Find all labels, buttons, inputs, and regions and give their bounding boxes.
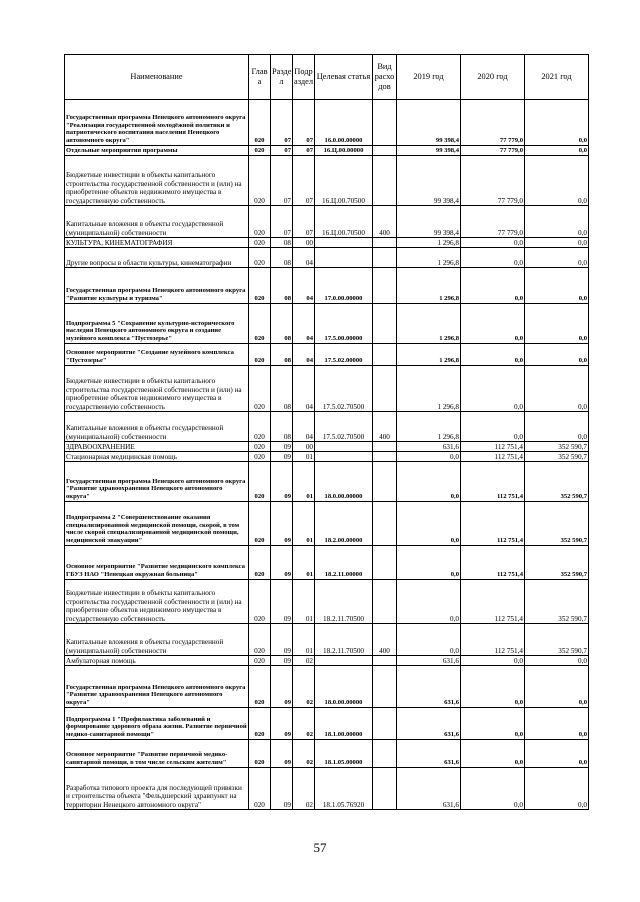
row-name-cell: Капитальные вложения в объекты государственной (муниципальной) собственности [65,412,249,442]
row-value-cell: 020 [249,344,271,366]
table-row [65,304,589,344]
row-value-cell: 631,6 [397,656,461,666]
row-value-cell: 07 [293,156,315,206]
row-value-cell [315,238,373,248]
row-value-cell: 77 779,0 [461,100,525,146]
row-value-cell [315,656,373,666]
table-header-row [65,55,589,100]
row-value-cell: 02 [293,666,315,708]
row-value-cell: 112 751,4 [461,462,525,502]
row-value-cell [373,100,397,146]
row-value-cell: 07 [293,146,315,156]
row-value-cell: 09 [271,768,293,810]
row-value-cell: 07 [271,100,293,146]
row-name-cell: ЗДРАВООХРАНЕНИЕ [65,442,249,452]
row-name-cell: Капитальные вложения в объекты государственной (муниципальной) собственности [65,206,249,238]
table-row [65,156,589,206]
row-value-cell: 04 [293,304,315,344]
row-value-cell [373,666,397,708]
row-value-cell: 020 [249,206,271,238]
row-value-cell: 02 [293,656,315,666]
row-value-cell: 020 [249,708,271,740]
row-value-cell: 1 296,8 [397,304,461,344]
table-row [65,768,589,810]
row-value-cell: 17.0.00.00000 [315,268,373,304]
row-value-cell [373,344,397,366]
row-value-cell [373,268,397,304]
row-value-cell: 18.0.00.00000 [315,462,373,502]
row-value-cell: 020 [249,580,271,624]
page-number: 57 [313,840,327,855]
row-value-cell: 0,0 [461,666,525,708]
row-value-cell [373,580,397,624]
row-name-cell: Основное мероприятие "Создание музейного комплекса "Пустозерье" [65,344,249,366]
row-value-cell: 0,0 [525,100,589,146]
row-value-cell [373,304,397,344]
row-value-cell: 112 751,4 [461,546,525,580]
table-row [65,344,589,366]
row-value-cell: 17.5.00.00000 [315,304,373,344]
row-value-cell: 0,0 [525,248,589,268]
row-value-cell: 0,0 [461,268,525,304]
row-value-cell: 0,0 [461,248,525,268]
row-value-cell: 020 [249,442,271,452]
row-value-cell: 0,0 [525,666,589,708]
row-value-cell: 352 590,7 [525,502,589,546]
row-value-cell: 18.1.00.00000 [315,708,373,740]
row-value-cell [373,156,397,206]
column-header: Глав а [249,55,271,100]
row-value-cell: 0,0 [397,546,461,580]
row-value-cell: 352 590,7 [525,442,589,452]
row-value-cell: 0,0 [461,656,525,666]
row-value-cell: 09 [271,502,293,546]
table-row [65,580,589,624]
table-row [65,238,589,248]
row-value-cell: 0,0 [525,238,589,248]
row-value-cell: 08 [271,412,293,442]
row-name-cell: Подпрограмма 5 "Сохранение культурно-исторического наследия Ненецкого автономного округа и создание музейного комплекса "Пустозерье" [65,304,249,344]
row-value-cell: 0,0 [461,304,525,344]
row-value-cell: 112 751,4 [461,624,525,656]
table-row [65,656,589,666]
row-name-cell: Государственная программа Ненецкого автономного округа "Развитие здравоохранения Ненецкого автономного округа" [65,462,249,502]
row-value-cell: 020 [249,546,271,580]
column-header: 2020 год [461,55,525,100]
row-value-cell: 04 [293,344,315,366]
table-row [65,268,589,304]
row-value-cell: 352 590,7 [525,462,589,502]
row-name-cell: Бюджетные инвестиции в объекты капитального строительства государственной собственности и (или) на приобретение объектов недвижимого имущества в государственную собственность [65,156,249,206]
row-value-cell: 631,6 [397,442,461,452]
row-value-cell [315,442,373,452]
row-value-cell: 020 [249,502,271,546]
row-value-cell: 01 [293,462,315,502]
table-row [65,502,589,546]
row-value-cell: 0,0 [525,206,589,238]
table-row [65,462,589,502]
table-row [65,546,589,580]
row-value-cell: 16.0.00.00000 [315,100,373,146]
row-value-cell: 0,0 [397,580,461,624]
row-value-cell: 0,0 [525,304,589,344]
table-row [65,624,589,656]
row-value-cell: 01 [293,502,315,546]
row-value-cell: 77 779,0 [461,156,525,206]
row-value-cell: 112 751,4 [461,502,525,546]
row-value-cell: 1 296,8 [397,366,461,412]
row-value-cell: 09 [271,462,293,502]
row-value-cell: 08 [271,366,293,412]
column-header: Вид расхо дов [373,55,397,100]
row-value-cell: 112 751,4 [461,442,525,452]
row-value-cell: 400 [373,624,397,656]
table-row [65,452,589,462]
column-header: 2019 год [397,55,461,100]
row-value-cell: 020 [249,268,271,304]
row-name-cell: Государственная программа Ненецкого автономного округа "Реализация государственной молодёжной политики и патриотического воспитания населения Ненецкого автономного округа" [65,100,249,146]
table-row [65,740,589,768]
row-value-cell: 0,0 [525,366,589,412]
row-value-cell: 0,0 [525,146,589,156]
row-value-cell: 18.1.05.00000 [315,740,373,768]
row-name-cell: Бюджетные инвестиции в объекты капитального строительства государственной собственности и (или) на приобретение объектов недвижимого имущества в государственную собственность [65,366,249,412]
row-value-cell: 0,0 [397,462,461,502]
row-value-cell: 08 [271,304,293,344]
row-value-cell: 020 [249,452,271,462]
row-value-cell: 0,0 [525,268,589,304]
row-value-cell: 17.5.02.70500 [315,366,373,412]
row-value-cell: 400 [373,412,397,442]
row-value-cell: 09 [271,546,293,580]
row-value-cell [373,442,397,452]
row-name-cell: Капитальные вложения в объекты государственной (муниципальной) собственности [65,624,249,656]
row-name-cell: Разработка типового проекта для последующей привязки и строительства объекта "Фельдшерский здравпункт на территории Ненецкого автономного округа" [65,768,249,810]
row-value-cell: 00 [293,442,315,452]
row-value-cell: 07 [271,146,293,156]
row-value-cell: 020 [249,248,271,268]
row-value-cell: 400 [373,206,397,238]
row-value-cell: 352 590,7 [525,452,589,462]
row-value-cell: 112 751,4 [461,452,525,462]
row-value-cell: 18.2.00.00000 [315,502,373,546]
row-value-cell: 0,0 [525,740,589,768]
row-value-cell: 09 [271,656,293,666]
row-value-cell: 99 398,4 [397,146,461,156]
row-value-cell: 1 296,8 [397,238,461,248]
row-value-cell: 02 [293,740,315,768]
table-body [65,100,589,810]
row-value-cell: 020 [249,462,271,502]
row-value-cell: 07 [293,206,315,238]
row-value-cell: 631,6 [397,740,461,768]
row-value-cell [373,366,397,412]
row-value-cell: 020 [249,656,271,666]
row-value-cell [373,768,397,810]
row-value-cell: 07 [271,156,293,206]
row-value-cell: 04 [293,268,315,304]
row-value-cell: 0,0 [461,366,525,412]
column-header: Наименование [65,55,249,100]
row-value-cell: 631,6 [397,768,461,810]
row-name-cell: Подпрограмма 1 "Профилактика заболеваний и формирование здорового образа жизни. Развитие первичной медико-санитарной помощи" [65,708,249,740]
row-value-cell [373,708,397,740]
row-value-cell: 020 [249,366,271,412]
row-value-cell: 0,0 [525,708,589,740]
row-value-cell [315,248,373,268]
table-row [65,100,589,146]
row-value-cell: 020 [249,146,271,156]
row-value-cell: 01 [293,580,315,624]
row-value-cell: 01 [293,452,315,462]
row-value-cell [373,238,397,248]
row-name-cell: Основное мероприятие "Развитие медицинского комплекса ГБУЗ НАО "Ненецкая окружная больница" [65,546,249,580]
row-value-cell: 020 [249,100,271,146]
row-value-cell: 08 [271,238,293,248]
row-value-cell: 352 590,7 [525,624,589,656]
row-value-cell: 112 751,4 [461,580,525,624]
row-name-cell: Амбулаторная помощь [65,656,249,666]
row-value-cell: 0,0 [525,412,589,442]
row-value-cell: 020 [249,768,271,810]
row-value-cell: 02 [293,768,315,810]
table-row [65,412,589,442]
column-header: Подр аздел [293,55,315,100]
row-value-cell: 352 590,7 [525,580,589,624]
row-name-cell: Подпрограмма 2 "Совершенствование оказания специализированной медицинской помощи, скорой, в том числе скорой специализированной медицинской помощи, медицинской эвакуации" [65,502,249,546]
row-value-cell: 631,6 [397,708,461,740]
row-value-cell: 04 [293,248,315,268]
row-value-cell: 09 [271,452,293,462]
row-value-cell: 01 [293,546,315,580]
row-value-cell: 09 [271,624,293,656]
row-value-cell [315,452,373,462]
row-value-cell [373,546,397,580]
row-name-cell: Бюджетные инвестиции в объекты капитального строительства государственной собственности и (или) на приобретение объектов недвижимого имущества в государственную собственность [65,580,249,624]
row-value-cell: 08 [271,344,293,366]
row-value-cell: 020 [249,238,271,248]
row-value-cell: 0,0 [525,156,589,206]
row-value-cell: 0,0 [397,624,461,656]
table-row [65,442,589,452]
row-value-cell: 631,6 [397,666,461,708]
row-value-cell: 0,0 [461,412,525,442]
budget-table [64,54,589,810]
row-value-cell: 17.5.02.00000 [315,344,373,366]
row-value-cell: 020 [249,304,271,344]
row-value-cell: 16.Ц.00.00000 [315,146,373,156]
row-value-cell: 08 [271,268,293,304]
row-value-cell: 020 [249,624,271,656]
row-value-cell: 16.Ц.00.70500 [315,206,373,238]
row-value-cell: 18.2.11.70500 [315,580,373,624]
row-value-cell: 0,0 [461,344,525,366]
row-value-cell: 18.0.00.00000 [315,666,373,708]
row-value-cell: 0,0 [525,656,589,666]
row-value-cell: 77 779,0 [461,146,525,156]
row-value-cell [373,656,397,666]
row-value-cell: 04 [293,412,315,442]
row-value-cell: 77 779,0 [461,206,525,238]
row-name-cell: Государственная программа Ненецкого автономного округа "Развитие культуры и туризма" [65,268,249,304]
row-value-cell: 0,0 [461,768,525,810]
row-value-cell: 01 [293,624,315,656]
row-value-cell: 08 [271,248,293,268]
row-value-cell: 0,0 [461,708,525,740]
row-value-cell: 99 398,4 [397,100,461,146]
row-value-cell: 1 296,8 [397,248,461,268]
row-value-cell: 352 590,7 [525,546,589,580]
row-value-cell: 0,0 [525,768,589,810]
row-value-cell: 020 [249,740,271,768]
row-value-cell: 07 [293,100,315,146]
table-row [65,366,589,412]
row-name-cell: КУЛЬТУРА, КИНЕМАТОГРАФИЯ [65,238,249,248]
row-value-cell: 020 [249,412,271,442]
row-value-cell: 99 398,4 [397,206,461,238]
row-value-cell: 18.1.05.76920 [315,768,373,810]
table-row [65,248,589,268]
row-value-cell: 09 [271,740,293,768]
table-row [65,708,589,740]
row-value-cell: 09 [271,666,293,708]
table-row [65,206,589,238]
row-value-cell: 1 296,8 [397,344,461,366]
row-value-cell: 09 [271,442,293,452]
row-value-cell: 04 [293,366,315,412]
row-value-cell [373,452,397,462]
column-header: Разде л [271,55,293,100]
row-value-cell: 09 [271,580,293,624]
row-name-cell: Отдельные мероприятия программы [65,146,249,156]
column-header: Целевая статья [315,55,373,100]
row-value-cell: 1 296,8 [397,268,461,304]
row-value-cell: 0,0 [397,502,461,546]
row-value-cell [373,146,397,156]
row-value-cell: 18.2.11.00000 [315,546,373,580]
row-value-cell: 0,0 [525,344,589,366]
row-name-cell: Государственная программа Ненецкого автономного округа "Развитие здравоохранения Ненецкого автономного округа" [65,666,249,708]
row-name-cell: Стационарная медицинская помощь [65,452,249,462]
row-name-cell: Другие вопросы в области культуры, кинематографии [65,248,249,268]
row-value-cell: 0,0 [397,452,461,462]
row-value-cell [373,502,397,546]
row-value-cell: 1 296,8 [397,412,461,442]
row-value-cell: 0,0 [461,238,525,248]
row-name-cell: Основное мероприятие "Развитие первичной медико-санитарной помощи, в том числе сельским жителям" [65,740,249,768]
row-value-cell: 0,0 [461,740,525,768]
row-value-cell [373,248,397,268]
row-value-cell: 17.5.02.70500 [315,412,373,442]
row-value-cell [373,462,397,502]
row-value-cell: 07 [271,206,293,238]
table-row [65,666,589,708]
row-value-cell: 18.2.11.70500 [315,624,373,656]
row-value-cell: 020 [249,156,271,206]
row-value-cell: 00 [293,238,315,248]
row-value-cell: 02 [293,708,315,740]
row-value-cell: 020 [249,666,271,708]
row-value-cell: 09 [271,708,293,740]
row-value-cell: 99 398,4 [397,156,461,206]
column-header: 2021 год [525,55,589,100]
table-row [65,146,589,156]
row-value-cell: 16.Ц.00.70500 [315,156,373,206]
row-value-cell [373,740,397,768]
